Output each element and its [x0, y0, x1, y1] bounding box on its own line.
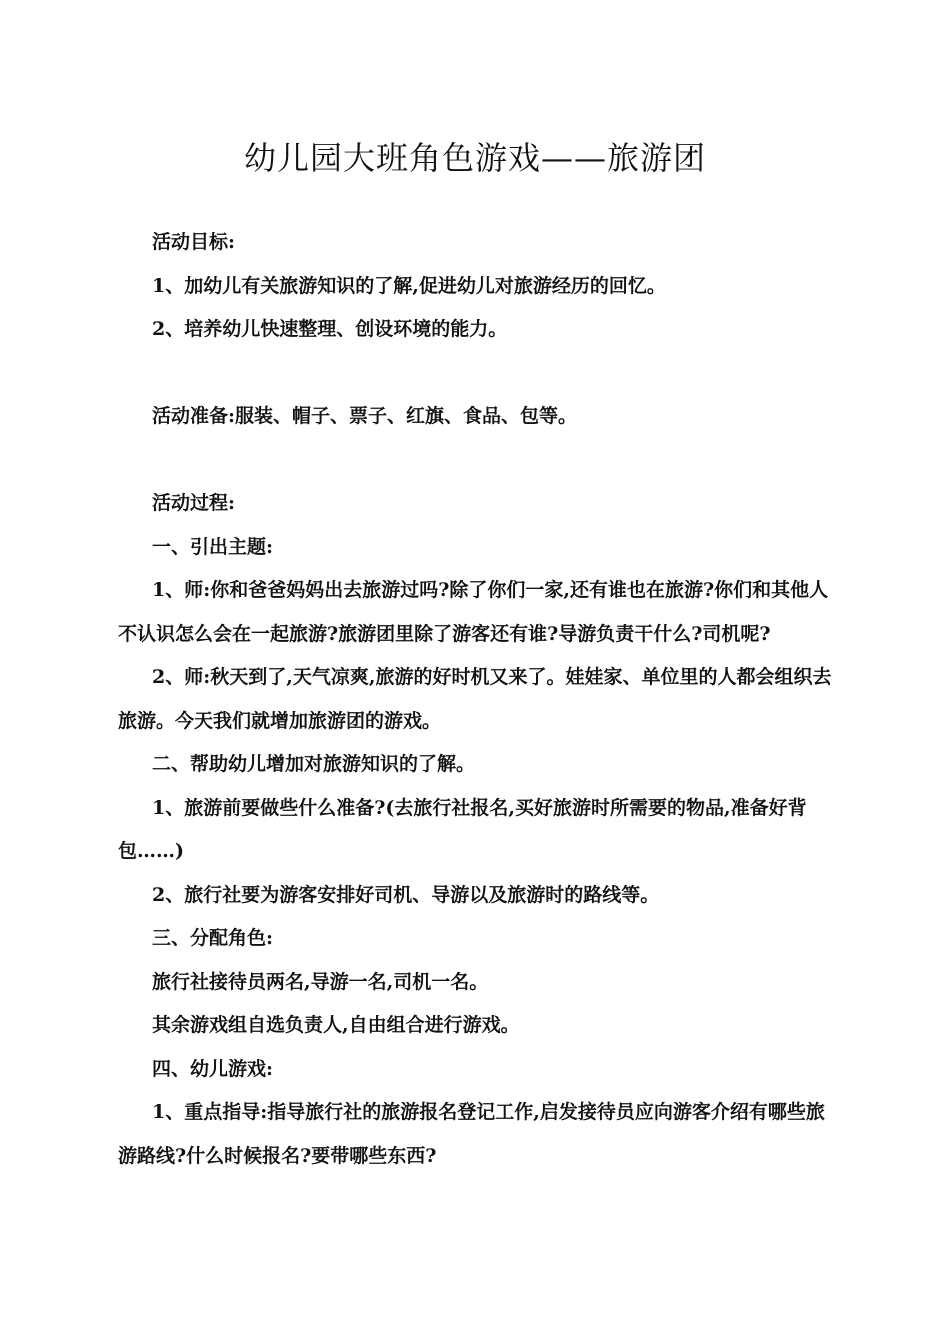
step-heading-4: 四、幼儿游戏: [152, 1057, 274, 1080]
goal-item-2: 2、培养幼儿快速整理、创设环境的能力。 [152, 318, 508, 340]
step-3-item-1: 旅行社接待员两名,导游一名,司机一名。 [152, 970, 489, 993]
step-2-item-1: 1、旅游前要做些什么准备?(去旅行社报名,买好旅游时所需要的物品,准备好背包……) [118, 796, 807, 862]
step-heading-1: 一、引出主题: [152, 535, 274, 558]
step-4-item-1: 1、重点指导:指导旅行社的旅游报名登记工作,启发接待员应向游客介绍有哪些旅游路线?什么时候报名?要带哪些东西? [118, 1101, 825, 1167]
step-heading-3: 三、分配角色: [152, 927, 274, 949]
step-2-item-2: 2、旅行社要为游客安排好司机、导游以及旅游时的路线等。 [152, 883, 660, 906]
preparation-paragraph: 活动准备:服装、帽子、票子、红旗、食品、包等。 [152, 405, 578, 427]
section-heading-goals: 活动目标: [152, 231, 236, 253]
step-3-item-2: 其余游戏组自选负责人,自由组合进行游戏。 [152, 1014, 520, 1036]
document-title: 幼儿园大班角色游戏——旅游团 [243, 139, 706, 177]
step-1-item-1: 1、师:你和爸爸妈妈出去旅游过吗?除了你们一家,还有谁也在旅游?你们和其他人不认识怎么会在一起旅游?旅游团里除了游客还有谁?导游负责干什么?司机呢? [118, 579, 829, 645]
step-heading-2: 二、帮助幼儿增加对旅游知识的了解。 [152, 753, 476, 775]
section-heading-process: 活动过程: [152, 492, 236, 514]
goal-item-1: 1、加幼儿有关旅游知识的了解,促进幼儿对旅游经历的回忆。 [152, 274, 666, 297]
step-1-item-2: 2、师:秋天到了,天气凉爽,旅游的好时机又来了。娃娃家、单位里的人都会组织去旅游。今天我们就增加旅游团的游戏。 [118, 666, 832, 732]
document-body [118, 221, 842, 1178]
